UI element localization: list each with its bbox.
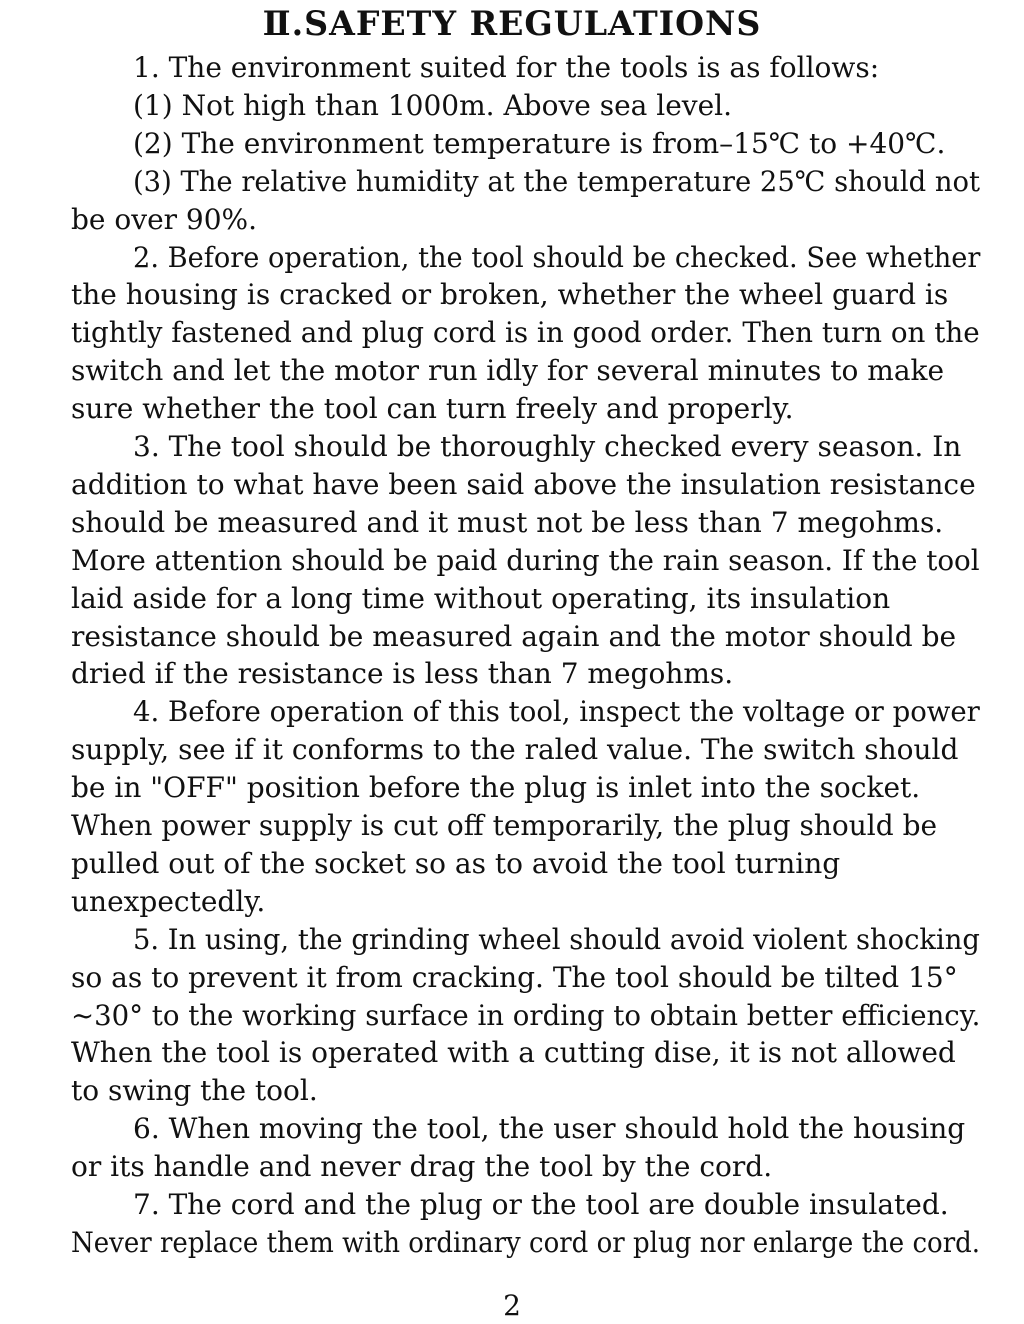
body-line: When the tool is operated with a cutting dise, it is not allowed: [71, 1036, 956, 1070]
body-line: be over 90%.: [71, 202, 258, 236]
body-line: 1. The environment suited for the tools is as follows:: [133, 51, 880, 84]
body-line: 3. The tool should be thoroughly checked every season. In: [133, 430, 962, 463]
body-line: supply, see if it conforms to the raled value. The switch should: [71, 733, 959, 767]
body-line: (3) The relative humidity at the temperature 25℃ should not: [133, 164, 981, 198]
body-line: When power supply is cut off temporarily, the plug should be: [71, 809, 938, 842]
body-line: ~30° to the working surface in ording to obtain better efficiency.: [71, 998, 981, 1032]
body-line: switch and let the motor run idly for several minutes to make: [71, 354, 945, 388]
body-line: be in "OFF" position before the plug is inlet into the socket.: [71, 771, 921, 805]
body-line: to swing the tool.: [71, 1074, 318, 1108]
body-line: unexpectedly.: [71, 884, 266, 918]
body-line: 2. Before operation, the tool should be checked. See whether: [133, 240, 981, 274]
body-line: 7. The cord and the plug or the tool are double insulated.: [133, 1188, 949, 1221]
body-line: (1) Not high than 1000m. Above sea level.: [133, 88, 733, 122]
body-line: or its handle and never drag the tool by the cord.: [71, 1150, 773, 1184]
body-line: addition to what have been said above the insulation resistance: [71, 467, 976, 501]
body-line: More attention should be paid during the rain season. If the tool: [71, 543, 980, 577]
body-line: Never replace them with ordinary cord or plug nor enlarge the cord.: [71, 1225, 981, 1259]
body-line: the housing is cracked or broken, whether the wheel guard is: [71, 278, 949, 312]
body-line: resistance should be measured again and the motor should be: [71, 619, 957, 653]
body-line: should be measured and it must not be less than 7 megohms.: [71, 505, 944, 539]
body-line: 4. Before operation of this tool, inspect the voltage or power: [133, 695, 980, 729]
section-title: Ⅱ.SAFETY REGULATIONS: [262, 4, 762, 44]
body-line: dried if the resistance is less than 7 megohms.: [71, 657, 734, 691]
body-line: sure whether the tool can turn freely and properly.: [71, 392, 794, 426]
page-number: 2: [503, 1289, 521, 1322]
body-line: (2) The environment temperature is from–15℃ to +40℃.: [133, 126, 946, 160]
body-line: pulled out of the socket so as to avoid the tool turning: [71, 846, 841, 880]
body-line: 6. When moving the tool, the user should hold the housing: [133, 1112, 966, 1146]
body-line: tightly fastened and plug cord is in good order. Then turn on the: [71, 316, 980, 350]
body-line: laid aside for a long time without operating, its insulation: [71, 581, 891, 615]
body-line: so as to prevent it from cracking. The tool should be tilted 15°: [71, 960, 958, 994]
body-line: 5. In using, the grinding wheel should avoid violent shocking: [133, 922, 980, 956]
